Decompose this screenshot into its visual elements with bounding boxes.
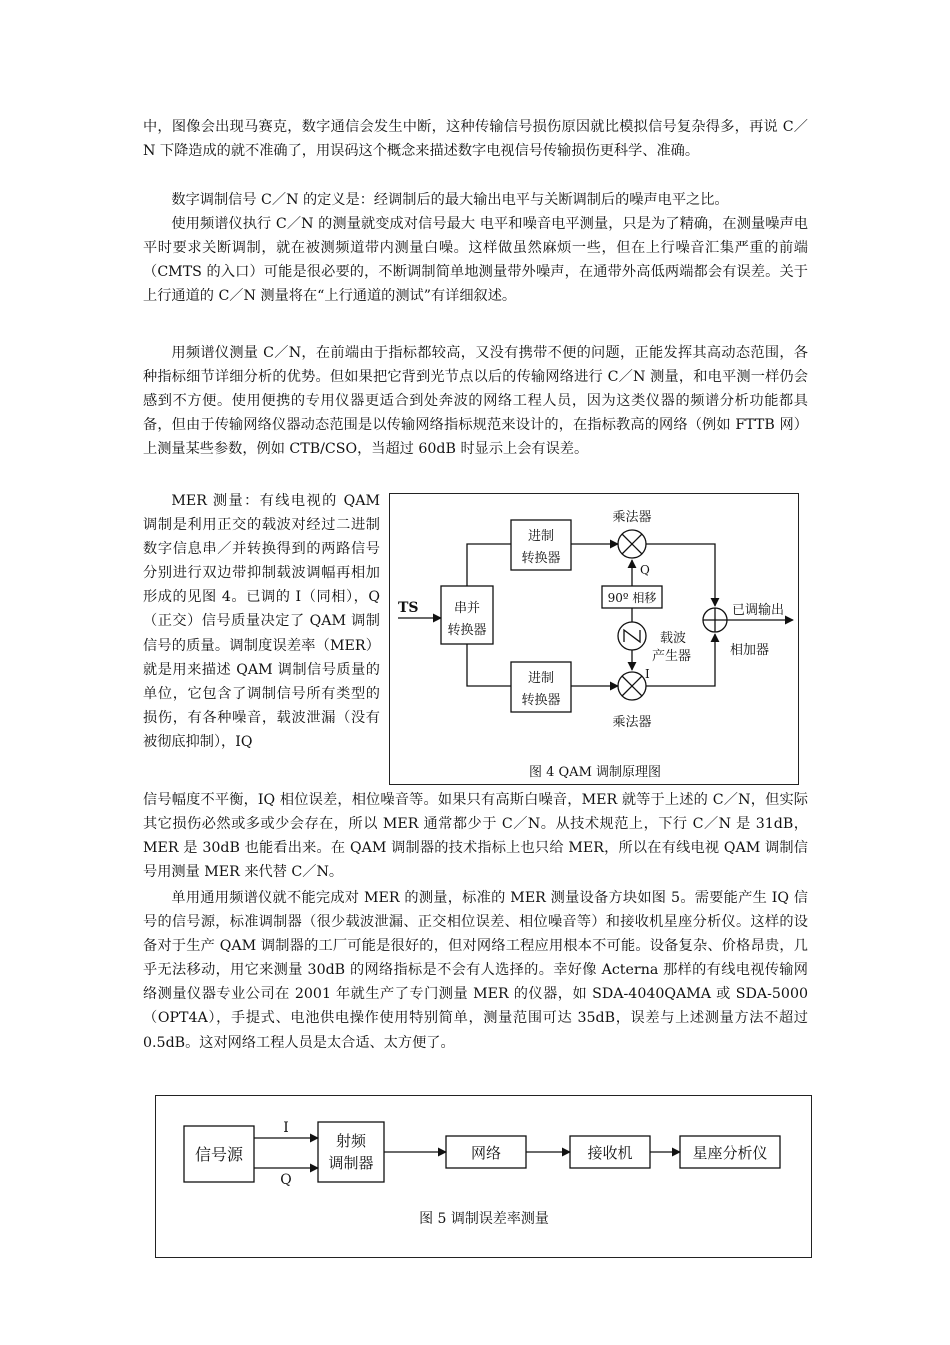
paragraph-mer-continued: 信号幅度不平衡，IQ 相位误差，相位噪音等。如果只有高斯白噪音，MER 就等于上述的 C／N，但实际其它损伤必然或多或少会存在，所以 MER 通常都少于 C／N。从技术规范上，下行 C／N 是 31dB，MER 是 30dB 也能看出来。在 QAM 调制器的技术指标上也只给 MER，所以在有线电视 QAM 调制信号用测量 MER 来代替 C／N。: [143, 792, 808, 881]
multiplier-bottom-label: 乘法器: [612, 715, 652, 730]
carrier-label-1: 载波: [660, 631, 687, 646]
i-label: I: [283, 1120, 289, 1136]
output-label: 已调输出: [732, 603, 785, 618]
converter-top-label-1: 进制: [527, 529, 555, 544]
paragraph-continuation: 中，图像会出现马赛克，数字通信会发生中断，这种传输信号损伤原因就比模拟信号复杂得多，再说 C／N 下降造成的就不准确了，用误码这个概念来描述数字电视信号传输损伤更科学、准确。: [143, 119, 808, 160]
network-label: 网络: [470, 1144, 502, 1162]
figure-4-caption: 图 4 QAM 调制原理图: [528, 765, 662, 780]
receiver-label: 接收机: [587, 1144, 633, 1162]
paragraph-mer-equipment: 单用通用频谱仪就不能完成对 MER 的测量，标准的 MER 测量设备方块如图 5。需要能产生 IQ 信号的信号源，标准调制器（很少载波泄漏、正交相位误差、相位噪音等）和接收机星座分析仪。这样的设备对于生产 QAM 调制器的工厂可能是很好的，但对网络工程应用根本不可能。设备复杂、价格昂贵，几乎无法移动，用它来测量 30dB 的网络指标是不会有人选择的。幸好像 Acterna 那样的有线电视传输网络测量仪器专业公司在 2001 年就生产了专门测量 MER 的仪器，如 SDA-4040QAMA 或 SDA-5000（OPT4A），手提式、电池供电操作使用特别简单，测量范围可达 35dB，误差与上述测量方法不超过 0.5dB。这对网络工程人员是太合适、太方便了。: [143, 890, 808, 1051]
q-label: Q: [640, 563, 650, 577]
figure-5-caption: 图 5 调制误差率测量: [419, 1211, 549, 1227]
multiplier-top-label: 乘法器: [612, 510, 652, 525]
q-label: Q: [280, 1172, 292, 1188]
serial-parallel-label-1: 串并: [453, 601, 481, 616]
paragraph-mer-intro: MER 测量：有线电视的 QAM 调制是利用正交的载波对经过二进制数字信息串／并转换得到的两路信号分别进行双边带抑制载波调幅再相加形成的见图 4。已调的 I（同相），Q（正交）信号质量决定了 QAM 调制信号的质量。调制度误差率（MER）就是用来描述 QAM 调制信号质量的单位，它包含了调制信号所有类型的损伤，有各种噪音，载波泄漏（没有被彻底抑制），IQ: [143, 493, 380, 750]
adder-label: 相加器: [730, 643, 770, 658]
carrier-label-2: 产生器: [652, 649, 692, 664]
paragraph-cn-definition: 数字调制信号 C／N 的定义是：经调制后的最大输出电平与关断调制后的噪声电平之比。: [171, 192, 729, 208]
constellation-analyzer-label: 星座分析仪: [692, 1144, 768, 1162]
converter-bottom-label-2: 转换器: [521, 693, 561, 708]
converter-bottom-label-1: 进制: [527, 671, 555, 686]
rf-modulator-label-2: 调制器: [328, 1154, 374, 1172]
ts-label: TS: [398, 600, 419, 616]
i-label: I: [645, 667, 650, 681]
converter-top-label-2: 转换器: [521, 551, 561, 566]
figure-5-mer-diagram: [155, 1095, 812, 1258]
serial-parallel-label-2: 转换器: [447, 623, 487, 638]
figure-4-qam-diagram: [389, 493, 799, 785]
phase-shift-label: 90º 相移: [607, 591, 657, 605]
paragraph-spectrum-advantages: 用频谱仪测量 C／N，在前端由于指标都较高，又没有携带不便的问题，正能发挥其高动态范围，各种指标细节详细分析的优势。但如果把它背到光节点以后的传输网络进行 C／N 测量，和电平测一样仍会感到不方便。使用便携的专用仪器更适合到处奔波的网络工程人员，因为这类仪器的频谱分析功能都具备，但由于传输网络仪器动态范围是以传输网络指标规范来设计的，在指标教高的网络（例如 FTTB 网）上测量某些参数，例如 CTB/CSO，当超过 60dB 时显示上会有误差。: [143, 345, 808, 458]
rf-modulator-label-1: 射频: [335, 1132, 367, 1150]
paragraph-spectrum-measurement: 使用频谱仪执行 C／N 的测量就变成对信号最大 电平和噪音电平测量，只是为了精确，在测量噪声电平时要求关断调制，就在被测频道带内测量白噪。这样做虽然麻烦一些，但在上行噪音汇集严重的前端（CMTS 的入口）可能是很必要的，不断调制简单地测量带外噪声，在通带外高低两端都会有误差。关于上行通道的 C／N 测量将在“上行通道的测试”有详细叙述。: [143, 216, 808, 305]
signal-source-label: 信号源: [194, 1145, 244, 1164]
